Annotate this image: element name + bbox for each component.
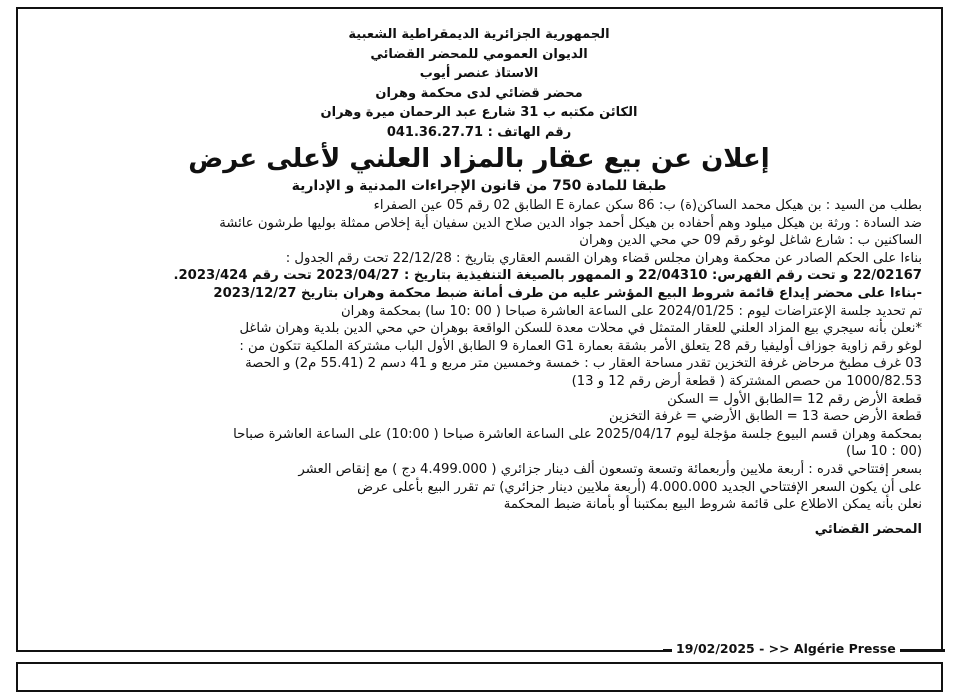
body-line: -بناءا على محضر إيداع قائمة شروط البيع المؤشر عليه من طرف أمانة ضبط محكمة وهران بتاريخ 2023/12/27: [213, 285, 922, 301]
body-line: 22/02167 و تحت رقم الفهرس: 22/04310 و الممهور بالصيغة التنفيذية بتاريخ : 2023/04/27 تحت رقم 2023/424.: [173, 268, 922, 284]
next-notice-border: [16, 662, 943, 692]
body-line: 03 غرف مطبخ مرحاض غرفة التخزين تقدر مساحة العقار ب : خمسة وخمسين متر مربع و 41 دسم 2 (55.41 م2) و الحصة: [245, 356, 922, 372]
body-line: *نعلن بأنه سيجري بيع المزاد العلني للعقار المتمثل في محلات معدة للسكن الواقعة بوهران حي محي الدين بلدية وهران شاغل: [239, 321, 922, 337]
body-line: (00 : 10 سا): [846, 444, 922, 460]
header-phone: رقم الهاتف : 041.36.27.71: [386, 124, 572, 140]
legal-notice: [36, 25, 922, 550]
body-line: الساكنين ب : شارع شاغل لوغو رقم 09 حي محي الدين وهران: [579, 233, 922, 249]
page-title: إعلان عن بيع عقار بالمزاد العلني لأعلى عرض: [188, 144, 770, 174]
header-office: الديوان العمومي للمحضر القضائي: [370, 46, 588, 62]
body-line: قطعة الأرض رقم 12 =الطابق الأول = السكن: [667, 391, 922, 407]
body-line: بناءا على الحكم الصادر عن محكمة وهران مجلس قضاء وهران القسم العقاري بتاريخ : 22/12/28 تحت رقم الجدول :: [285, 250, 922, 266]
header-court: محضر قضائي لدى محكمة وهران: [375, 85, 583, 101]
body-line: بسعر إفتتاحي قدره : أربعة ملايين وأربعمائة وتسعة وتسعون ألف دينار جزائري ( 4.499.000 دج ) مع إنقاص العشر: [298, 461, 922, 477]
body-line: بطلب من السيد : بن هيكل محمد الساكن(ة) ب: 86 سكن عمارة E الطابق 02 رقم 05 عين الصفراء: [373, 198, 922, 213]
body-line: قطعة الأرض حصة 13 = الطابق الأرضي = غرفة التخزين: [609, 409, 922, 425]
body-line: على أن يكون السعر الإفتتاحي الجديد 4.000.000 (أربعة ملايين دينار جزائري) تم تقرر البيع بأعلى عرض: [357, 479, 922, 495]
body-line: بمحكمة وهران قسم البيوع جلسة مؤجلة ليوم 2025/04/17 على الساعة العاشرة صباحا ( 10:00) على الساعة العاشرة صباحا: [233, 426, 922, 442]
body-line: ضد السادة : ورثة بن هيكل ميلود وهم أحفاده بن هيكل أحمد جواد الدين صلاح الدين سفيان أية إخلاص ممثلة بوليها طرشون عائشة: [219, 215, 922, 231]
body-line: 1000/82.53 من حصص المشتركة ( قطعة أرض رقم 12 و 13): [571, 373, 922, 389]
body-line: نعلن بأنه يمكن الاطلاع على قائمة شروط البيع بمكتبنا أو بأمانة ضبط المحكمة: [503, 497, 922, 513]
publication-footer: 19/02/2025 - >> Algérie Presse: [672, 641, 900, 656]
header-address: الكائن مكتبه ب 31 شارع عبد الرحمان ميرة وهران: [320, 105, 638, 120]
page-subtitle: طبقا للمادة 750 من قانون الإجراءات المدنية و الإدارية: [291, 178, 667, 194]
body-line: لوغو رقم زاوية جوزاف أوليفيا رقم 28 يتعلق الأمر بشقة بعمارة G1 العمارة 9 الطابق الأول الباب مشتركة الملكية تتكون من :: [239, 338, 922, 354]
signature: المحضر القضائي: [814, 521, 922, 537]
body-line: تم تحديد جلسة الإعتراضات ليوم : 2024/01/25 على الساعة العاشرة صباحا ( 00 :10 سا) بمحكمة وهران: [340, 303, 922, 319]
header-bailiff-name: الاستاذ عنصر أيوب: [419, 66, 539, 81]
header-republic: الجمهورية الجزائرية الديمقراطية الشعبية: [348, 27, 610, 42]
